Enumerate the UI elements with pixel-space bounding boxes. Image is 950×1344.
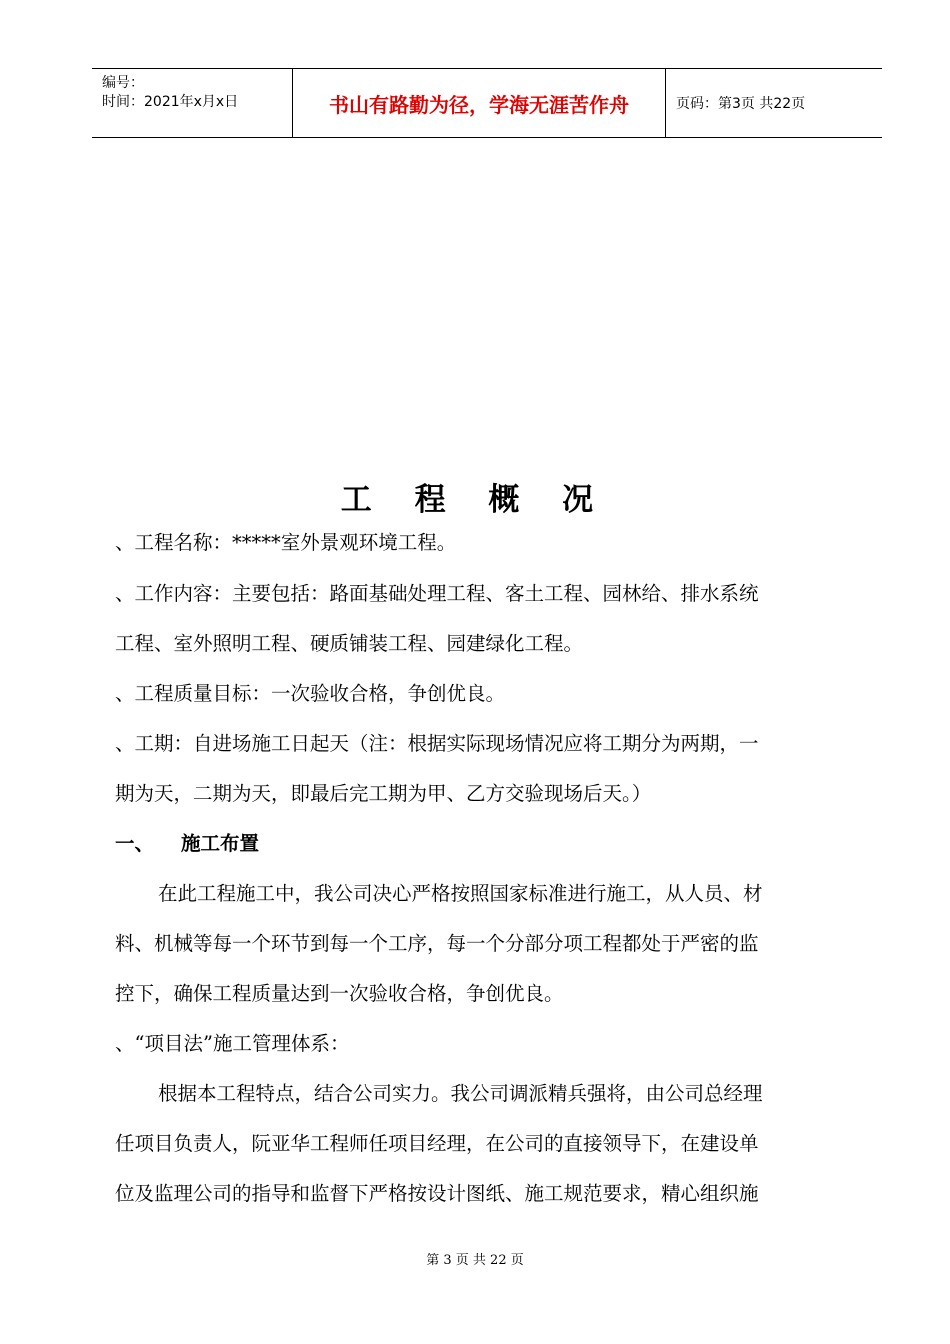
section-title: 施工布置: [181, 832, 260, 855]
doc-time-label: 时间：2021年x月x日: [102, 94, 239, 110]
header-meta-cell: [92, 69, 293, 137]
paragraph2-line-1: 根据本工程特点，结合公司实力。我公司调派精兵强将，由公司总经理: [158, 1082, 763, 1105]
header-page-cell: [666, 69, 882, 137]
document-title: 工 程 概 况: [340, 482, 610, 518]
project-name-line: 、工程名称：*****室外景观环境工程。: [115, 531, 457, 554]
section-number: 一、: [115, 832, 155, 855]
schedule-line-1: 、工期：自进场施工日起天（注：根据实际现场情况应将工期分为两期，一: [115, 732, 759, 755]
paragraph2-line-2: 任项目负责人，阮亚华工程师任项目经理，在公司的直接领导下，在建设单: [115, 1132, 759, 1155]
quality-target-line: 、工程质量目标：一次验收合格，争创优良。: [115, 682, 506, 705]
paragraph1-line-2: 料、机械等每一个环节到每一个工序，每一个分部分项工程都处于严密的监: [115, 932, 759, 955]
header-page-info: 页码：第3页 共22页: [676, 96, 806, 112]
paragraph2-line-3: 位及监理公司的指导和监督下严格按设计图纸、施工规范要求，精心组织施: [115, 1182, 759, 1205]
paragraph1-line-3: 控下，确保工程质量达到一次验收合格，争创优良。: [115, 982, 564, 1005]
subheading: 、“项目法”施工管理体系：: [115, 1032, 350, 1055]
doc-number-label: 编号：: [102, 75, 144, 91]
page-header: [92, 68, 882, 138]
work-content-line-2: 工程、室外照明工程、硬质铺装工程、园建绿化工程。: [115, 632, 584, 655]
header-motto: 书山有路勤为径，学海无涯苦作舟: [293, 69, 666, 137]
schedule-line-2: 期为天，二期为天，即最后完工期为甲、乙方交验现场后天。）: [115, 782, 652, 805]
work-content-line-1: 、工作内容：主要包括：路面基础处理工程、客土工程、园林给、排水系统: [115, 582, 759, 605]
paragraph1-line-1: 在此工程施工中，我公司决心严格按照国家标准进行施工，从人员、材: [158, 882, 763, 905]
page-footer: 第 3 页 共 22 页: [426, 1253, 524, 1268]
